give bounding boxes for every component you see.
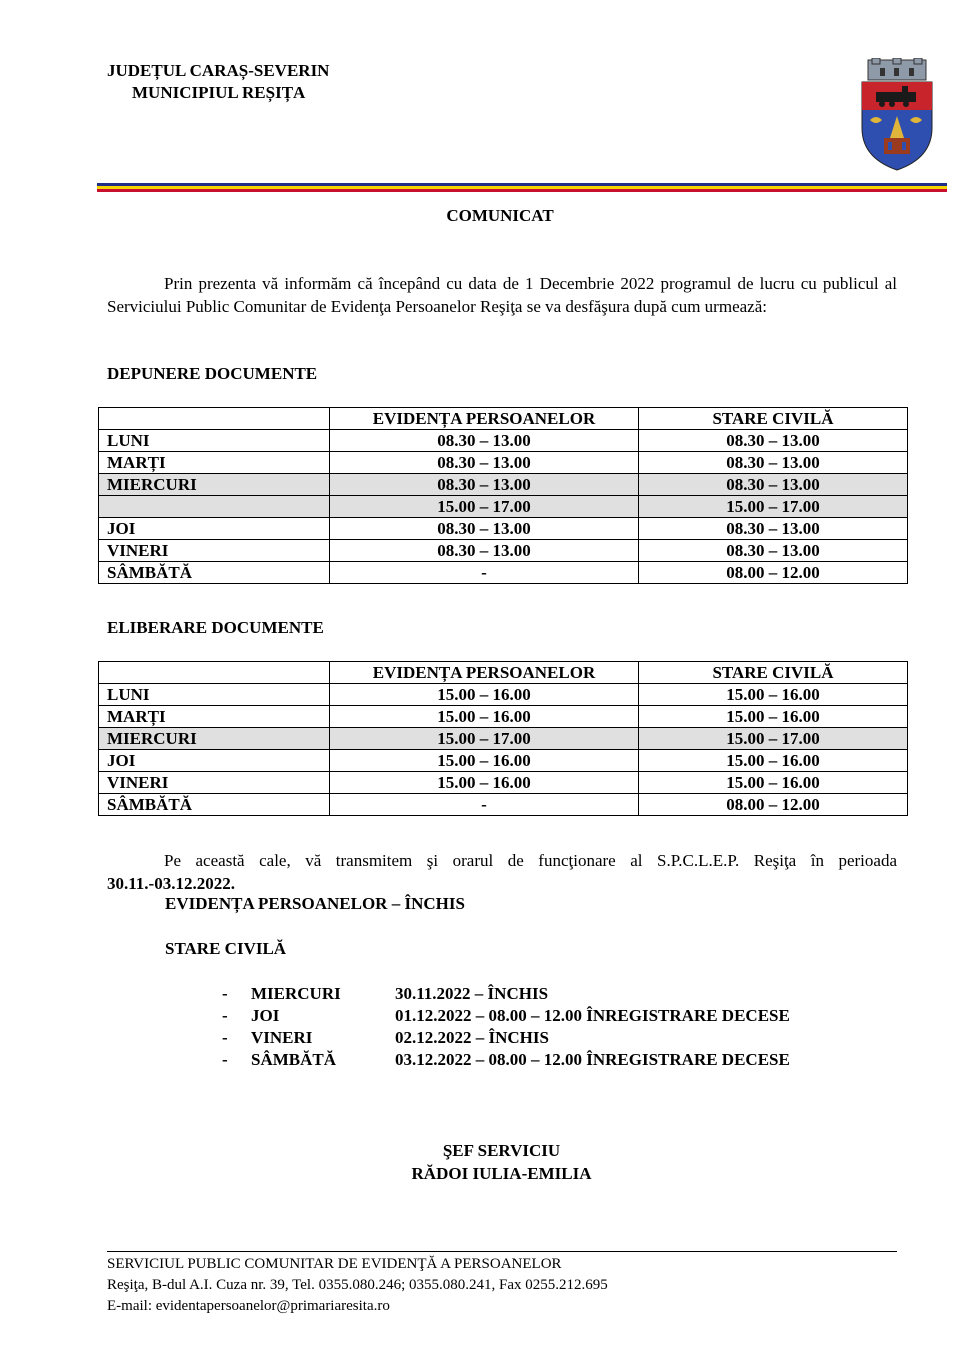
stare-civila-cell: 08.30 – 13.00 bbox=[639, 430, 908, 452]
list-dash: - bbox=[222, 1006, 228, 1025]
table-row bbox=[99, 540, 908, 562]
table-header-row bbox=[99, 662, 908, 684]
stare-civila-cell: 15.00 – 16.00 bbox=[639, 750, 908, 772]
list-day: MIERCURI bbox=[251, 984, 341, 1003]
table-row bbox=[99, 794, 908, 816]
intro-paragraph: Prin prezenta vă informăm că începând cu data de 1 Decembrie 2022 programul de lucru cu publicul al Serviciului Public Comunitar de Evidenţa Persoanelor Reşiţa se va desfăşura după cum urmează: bbox=[107, 274, 897, 316]
stare-civila-cell: 08.30 – 13.00 bbox=[639, 540, 908, 562]
evidenta-cell: 15.00 – 16.00 bbox=[330, 772, 639, 794]
evidenta-cell: 08.30 – 13.00 bbox=[330, 518, 639, 540]
day-cell: SÂMBĂTĂ bbox=[99, 562, 330, 584]
coat-of-arms-emblem bbox=[858, 58, 936, 172]
list-dash: - bbox=[222, 1050, 228, 1069]
document-title: COMUNICAT bbox=[446, 206, 554, 225]
evidenta-cell: 15.00 – 16.00 bbox=[330, 750, 639, 772]
table-row bbox=[99, 474, 908, 496]
stare-civila-cell: 08.00 – 12.00 bbox=[639, 794, 908, 816]
evidenta-cell: 15.00 – 17.00 bbox=[330, 728, 639, 750]
stare-civila-cell: 15.00 – 16.00 bbox=[639, 684, 908, 706]
flag-bar-red bbox=[97, 179, 947, 182]
evidenta-cell: 15.00 – 16.00 bbox=[330, 706, 639, 728]
stare-civila-cell: 08.30 – 13.00 bbox=[639, 452, 908, 474]
list-detail: 03.12.2022 – 08.00 – 12.00 ÎNREGISTRARE DECESE bbox=[395, 1050, 790, 1069]
day-cell: SÂMBĂTĂ bbox=[99, 794, 330, 816]
table-row bbox=[99, 562, 908, 584]
list-day: SÂMBĂTĂ bbox=[251, 1050, 337, 1069]
day-cell: JOI bbox=[99, 750, 330, 772]
stare-civila-heading: STARE CIVILĂ bbox=[165, 939, 287, 958]
depunere-table bbox=[98, 407, 908, 584]
list-detail: 30.11.2022 – ÎNCHIS bbox=[395, 984, 549, 1003]
stare-civila-cell: 15.00 – 16.00 bbox=[639, 706, 908, 728]
table-row bbox=[99, 706, 908, 728]
header-cell-evidenta: EVIDENȚA PERSOANELOR bbox=[330, 662, 639, 684]
stare-civila-cell: 15.00 – 17.00 bbox=[639, 496, 908, 518]
list-day: VINERI bbox=[251, 1028, 313, 1047]
eliberare-table bbox=[98, 661, 908, 816]
evidenta-cell: 15.00 – 17.00 bbox=[330, 496, 639, 518]
day-cell: LUNI bbox=[99, 684, 330, 706]
list-dash: - bbox=[222, 984, 228, 1003]
table-row bbox=[99, 750, 908, 772]
stare-civila-cell: 15.00 – 17.00 bbox=[639, 728, 908, 750]
footer-divider bbox=[107, 1251, 897, 1252]
day-cell bbox=[99, 496, 330, 518]
header-cell-day bbox=[99, 662, 330, 684]
day-cell: MARȚI bbox=[99, 706, 330, 728]
evidenta-cell: 15.00 – 16.00 bbox=[330, 684, 639, 706]
evidenta-cell: 08.30 – 13.00 bbox=[330, 474, 639, 496]
evidenta-cell: 08.30 – 13.00 bbox=[330, 452, 639, 474]
notice-paragraph bbox=[107, 849, 897, 895]
header-cell-day bbox=[99, 408, 330, 430]
header-cell-stare-civila: STARE CIVILĂ bbox=[639, 662, 908, 684]
notice-period: 30.11.-03.12.2022. bbox=[107, 874, 235, 893]
header-cell-evidenta: EVIDENȚA PERSOANELOR bbox=[330, 408, 639, 430]
day-cell: MARȚI bbox=[99, 452, 330, 474]
day-cell: MIERCURI bbox=[99, 728, 330, 750]
depunere-heading: DEPUNERE DOCUMENTE bbox=[107, 364, 318, 383]
evidenta-closed-line: EVIDENȚA PERSOANELOR – ÎNCHIS bbox=[165, 894, 465, 913]
day-cell: VINERI bbox=[99, 772, 330, 794]
stare-civila-cell: 08.30 – 13.00 bbox=[639, 518, 908, 540]
list-dash: - bbox=[222, 1028, 228, 1047]
table-row bbox=[99, 496, 908, 518]
county-name: JUDEȚUL CARAȘ-SEVERIN bbox=[107, 61, 330, 80]
signature-name: RĂDOI IULIA-EMILIA bbox=[411, 1164, 592, 1183]
header-cell-stare-civila: STARE CIVILĂ bbox=[639, 408, 908, 430]
table-row bbox=[99, 684, 908, 706]
list-detail: 02.12.2022 – ÎNCHIS bbox=[395, 1028, 549, 1047]
table-row bbox=[99, 430, 908, 452]
day-cell: VINERI bbox=[99, 540, 330, 562]
eliberare-heading: ELIBERARE DOCUMENTE bbox=[107, 618, 324, 637]
notice-text: Pe această cale, vă transmitem şi orarul de funcţionare al S.P.C.L.E.P. Reşiţa în perioada bbox=[164, 851, 897, 870]
stare-civila-cell: 15.00 – 16.00 bbox=[639, 772, 908, 794]
evidenta-cell: - bbox=[330, 562, 639, 584]
evidenta-cell: 08.30 – 13.00 bbox=[330, 430, 639, 452]
footer-institution: SERVICIUL PUBLIC COMUNITAR DE EVIDENŢĂ A PERSOANELOR bbox=[107, 1256, 562, 1272]
day-cell: JOI bbox=[99, 518, 330, 540]
evidenta-cell: 08.30 – 13.00 bbox=[330, 540, 639, 562]
footer-address: Reşiţa, B-dul A.I. Cuza nr. 39, Tel. 0355.080.246; 0355.080.241, Fax 0255.212.695 bbox=[107, 1277, 608, 1293]
municipality-name: MUNICIPIUL REȘIȚA bbox=[132, 83, 306, 102]
footer-email: E-mail: evidentapersoanelor@primariaresita.ro bbox=[107, 1298, 390, 1314]
table-header-row bbox=[99, 408, 908, 430]
day-cell: MIERCURI bbox=[99, 474, 330, 496]
stare-civila-cell: 08.00 – 12.00 bbox=[639, 562, 908, 584]
stare-civila-cell: 08.30 – 13.00 bbox=[639, 474, 908, 496]
list-detail: 01.12.2022 – 08.00 – 12.00 ÎNREGISTRARE DECESE bbox=[395, 1006, 790, 1025]
evidenta-cell: - bbox=[330, 794, 639, 816]
table-row bbox=[99, 728, 908, 750]
table-row bbox=[99, 772, 908, 794]
signature-role: ŞEF SERVICIU bbox=[442, 1141, 561, 1160]
table-row bbox=[99, 452, 908, 474]
table-row bbox=[99, 518, 908, 540]
day-cell: LUNI bbox=[99, 430, 330, 452]
list-day: JOI bbox=[251, 1006, 280, 1025]
